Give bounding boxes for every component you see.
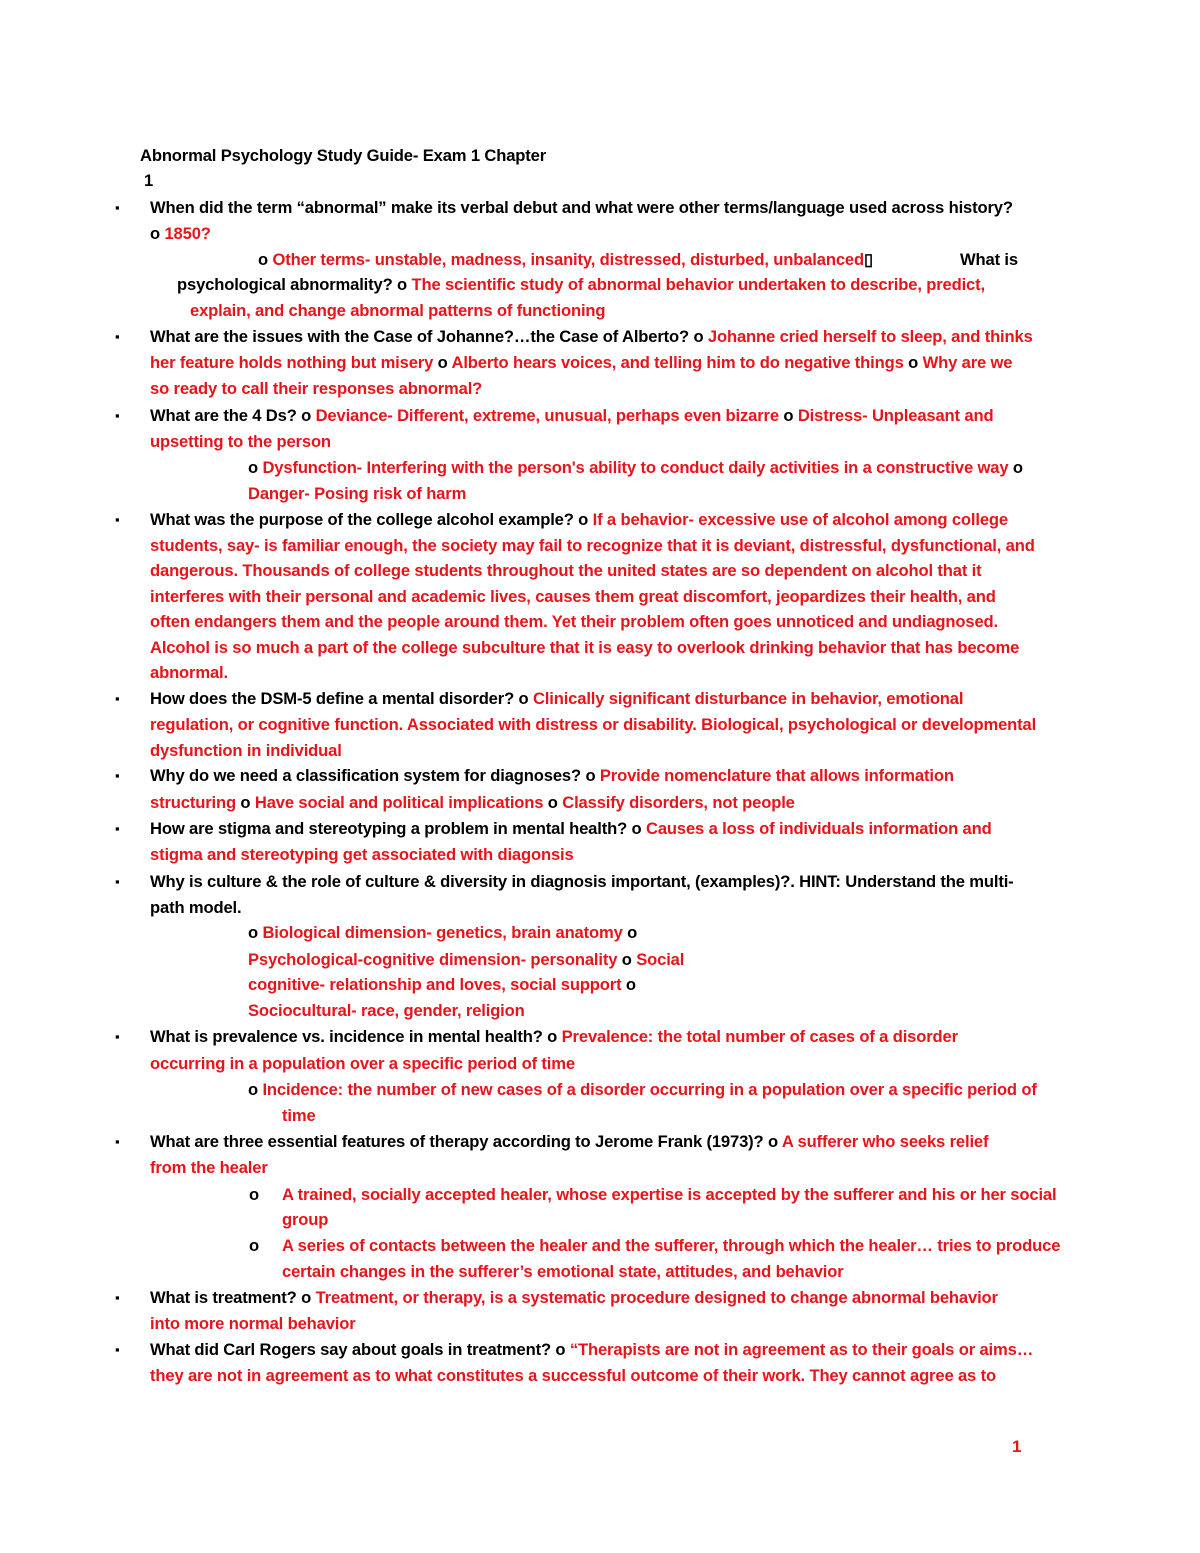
document-line: [248, 922, 637, 944]
answer-text: into more normal behavior: [150, 1314, 356, 1333]
answer-text: Distress- Unpleasant and: [797, 406, 994, 425]
document-line: [150, 352, 1012, 374]
page-number: 1: [1012, 1437, 1022, 1456]
document-line: [282, 1209, 328, 1231]
answer-text: Johanne cried herself to sleep, and thinks: [707, 327, 1033, 346]
bullet-marker: ▪: [115, 768, 120, 783]
document-line: [150, 637, 1019, 659]
document-line: [150, 714, 1036, 736]
document-line: [150, 792, 795, 814]
bullet-marker: ▪: [115, 1290, 120, 1305]
document-line: [150, 662, 228, 684]
question-text: When did the term “abnormal” make its verbal debut and what were other terms/language used across history?: [150, 198, 1013, 217]
question-text: o: [248, 923, 263, 942]
answer-text: A trained, socially accepted healer, whose expertise is accepted by the sufferer and his or her social: [282, 1185, 1057, 1204]
document-line: [249, 1184, 259, 1206]
document-line: [150, 586, 996, 608]
document-line: [150, 1287, 998, 1309]
document-line: [190, 300, 605, 322]
document-line: [150, 1157, 268, 1179]
bullet-marker: ▪: [115, 1029, 120, 1044]
document-line: [282, 1261, 844, 1283]
question-text: path model.: [150, 898, 242, 917]
document-line: [150, 378, 482, 400]
bullet-marker: ▪: [115, 691, 120, 706]
answer-text: her feature holds nothing but misery: [150, 353, 434, 372]
document-line: [150, 431, 331, 453]
answer-text: Prevalence: the total number of cases of a disorder: [561, 1027, 958, 1046]
answer-text: “Therapists are not in agreement as to their goals or aims…: [569, 1340, 1034, 1359]
question-text: What was the purpose of the college alcohol example? o: [150, 510, 593, 529]
answer-text: Deviance- Different, extreme, unusual, perhaps even bizarre: [315, 406, 779, 425]
answer-text: If a behavior- excessive use of alcohol among college: [592, 510, 1008, 529]
document-line: [150, 223, 211, 245]
document-line: [248, 1000, 525, 1022]
question-text: ▯: [863, 250, 873, 269]
question-text: o: [433, 353, 452, 372]
document-line: [150, 897, 241, 919]
question-text: Why do we need a classification system for diagnoses? o: [150, 766, 600, 785]
answer-text: Causes a loss of individuals information and: [645, 819, 992, 838]
document-line: [150, 405, 993, 427]
answer-text: structuring: [150, 793, 236, 812]
question-text: o: [249, 1236, 259, 1255]
question-text: What did Carl Rogers say about goals in treatment? o: [150, 1340, 570, 1359]
question-text: o: [150, 224, 165, 243]
document-line: [960, 249, 1018, 271]
document-title: Abnormal Psychology Study Guide- Exam 1 Chapter: [140, 146, 547, 165]
answer-text: Psychological-cognitive dimension- personality: [248, 950, 618, 969]
answer-text: from the healer: [150, 1158, 268, 1177]
document-line: [150, 844, 574, 866]
document-line: [150, 197, 1013, 219]
question-text: o: [622, 923, 638, 942]
document-line: [150, 740, 342, 762]
document-title-continued: 1: [144, 171, 154, 190]
document-line: [258, 249, 873, 271]
document-line: [150, 871, 1014, 893]
answer-text: A series of contacts between the healer and the sufferer, through which the healer… tries to produce: [282, 1236, 1061, 1255]
answer-text: occurring in a population over a specific period of time: [150, 1054, 575, 1073]
document-line: [150, 560, 982, 582]
answer-text: dysfunction in individual: [150, 741, 342, 760]
answer-text: often endangers them and the people around them. Yet their problem often goes unnoticed and undiagnosed.: [150, 612, 998, 631]
bullet-marker: ▪: [115, 329, 120, 344]
answer-text: Social: [636, 950, 685, 969]
answer-text: dangerous. Thousands of college students throughout the united states are so dependent on alcohol that it: [150, 561, 982, 580]
document-line: [150, 1053, 575, 1075]
answer-text: Clinically significant disturbance in behavior, emotional: [532, 689, 964, 708]
question-text: o: [543, 793, 563, 812]
answer-text: regulation, or cognitive function. Associated with distress or disability. Biological, psychological or developmental: [150, 715, 1037, 734]
answer-text: stigma and stereotyping get associated with diagonsis: [150, 845, 574, 864]
question-text: What is prevalence vs. incidence in mental health? o: [150, 1027, 562, 1046]
answer-text: Dysfunction- Interfering with the person's ability to conduct daily activities in a constructive way: [262, 458, 1009, 477]
question-text: o: [621, 975, 636, 994]
document-line: [150, 1131, 988, 1153]
answer-text: The scientific study of abnormal behavior undertaken to describe, predict,: [411, 275, 985, 294]
document-line: [282, 1105, 316, 1127]
answer-text: Treatment, or therapy, is a systematic procedure designed to change abnormal behavior: [315, 1288, 998, 1307]
question-text: o: [258, 250, 273, 269]
document-line: [282, 1235, 1060, 1257]
document-line: [282, 1184, 1056, 1206]
document-line: [150, 1365, 996, 1387]
answer-text: time: [282, 1106, 316, 1125]
document-line: [150, 765, 954, 787]
question-text: o: [248, 458, 263, 477]
document-line: [150, 509, 1008, 531]
answer-text: Danger- Posing risk of harm: [248, 484, 467, 503]
question-text: How does the DSM-5 define a mental disorder? o: [150, 689, 533, 708]
document-line: [248, 457, 1023, 479]
question-text: What are the issues with the Case of Johanne?…the Case of Alberto? o: [150, 327, 708, 346]
bullet-marker: ▪: [115, 512, 120, 527]
answer-text: upsetting to the person: [150, 432, 331, 451]
answer-text: Other terms- unstable, madness, insanity, distressed, disturbed, unbalanced: [272, 250, 864, 269]
question-text: o: [235, 793, 255, 812]
answer-text: Alcohol is so much a part of the college subculture that it is easy to overlook drinking behavior that has become: [150, 638, 1020, 657]
document-line: [150, 535, 1035, 557]
document-line: [150, 688, 963, 710]
answer-text: Incidence: the number of new cases of a disorder occurring in a population over a specific period of: [262, 1080, 1037, 1099]
document-line: [248, 974, 636, 996]
document-line: [150, 1313, 356, 1335]
bullet-marker: ▪: [115, 1342, 120, 1357]
document-line: [150, 1026, 958, 1048]
question-text: o: [249, 1185, 259, 1204]
question-text: o: [248, 1080, 263, 1099]
document-line: [177, 274, 985, 296]
answer-text: so ready to call their responses abnormal?: [150, 379, 483, 398]
answer-text: 1850?: [164, 224, 211, 243]
document-line: [249, 1235, 259, 1257]
bullet-marker: ▪: [115, 200, 120, 215]
answer-text: certain changes in the sufferer’s emotional state, attitudes, and behavior: [282, 1262, 844, 1281]
bullet-marker: ▪: [115, 874, 120, 889]
question-text: How are stigma and stereotyping a problem in mental health? o: [150, 819, 646, 838]
document-line: [150, 611, 998, 633]
answer-text: Classify disorders, not people: [562, 793, 795, 812]
document-line: [248, 949, 684, 971]
answer-text: interferes with their personal and academic lives, causes them great discomfort, jeopardizes their health, and: [150, 587, 996, 606]
answer-text: Why are we: [922, 353, 1013, 372]
question-text: What is: [960, 250, 1018, 269]
answer-text: group: [282, 1210, 329, 1229]
question-text: o: [778, 406, 798, 425]
answer-text: cognitive- relationship and loves, social support: [248, 975, 622, 994]
question-text: What are three essential features of therapy according to Jerome Frank (1973)? o: [150, 1132, 782, 1151]
question-text: o: [903, 353, 923, 372]
answer-text: Have social and political implications: [254, 793, 544, 812]
answer-text: they are not in agreement as to what constitutes a successful outcome of their work. They cannot agree as to: [150, 1366, 996, 1385]
question-text: o: [617, 950, 637, 969]
question-text: Why is culture & the role of culture & diversity in diagnosis important, (examples)?. HINT: Understand the multi-: [150, 872, 1014, 891]
question-text: o: [1008, 458, 1023, 477]
question-text: psychological abnormality? o: [177, 275, 412, 294]
answer-text: Provide nomenclature that allows information: [599, 766, 954, 785]
bullet-marker: ▪: [115, 821, 120, 836]
answer-text: abnormal.: [150, 663, 228, 682]
answer-text: explain, and change abnormal patterns of functioning: [190, 301, 606, 320]
document-line: [150, 326, 1033, 348]
document-line: [150, 818, 992, 840]
answer-text: Sociocultural- race, gender, religion: [248, 1001, 525, 1020]
question-text: What are the 4 Ds? o: [150, 406, 316, 425]
answer-text: A sufferer who seeks relief: [781, 1132, 989, 1151]
document-line: [150, 1339, 1033, 1361]
question-text: What is treatment? o: [150, 1288, 316, 1307]
document-line: [248, 1079, 1037, 1101]
document-line: [248, 483, 466, 505]
bullet-marker: ▪: [115, 1134, 120, 1149]
answer-text: Biological dimension- genetics, brain anatomy: [262, 923, 623, 942]
bullet-marker: ▪: [115, 408, 120, 423]
answer-text: students, say- is familiar enough, the society may fail to recognize that it is deviant, distressful, dysfunctional, and: [150, 536, 1035, 555]
answer-text: Alberto hears voices, and telling him to do negative things: [451, 353, 904, 372]
